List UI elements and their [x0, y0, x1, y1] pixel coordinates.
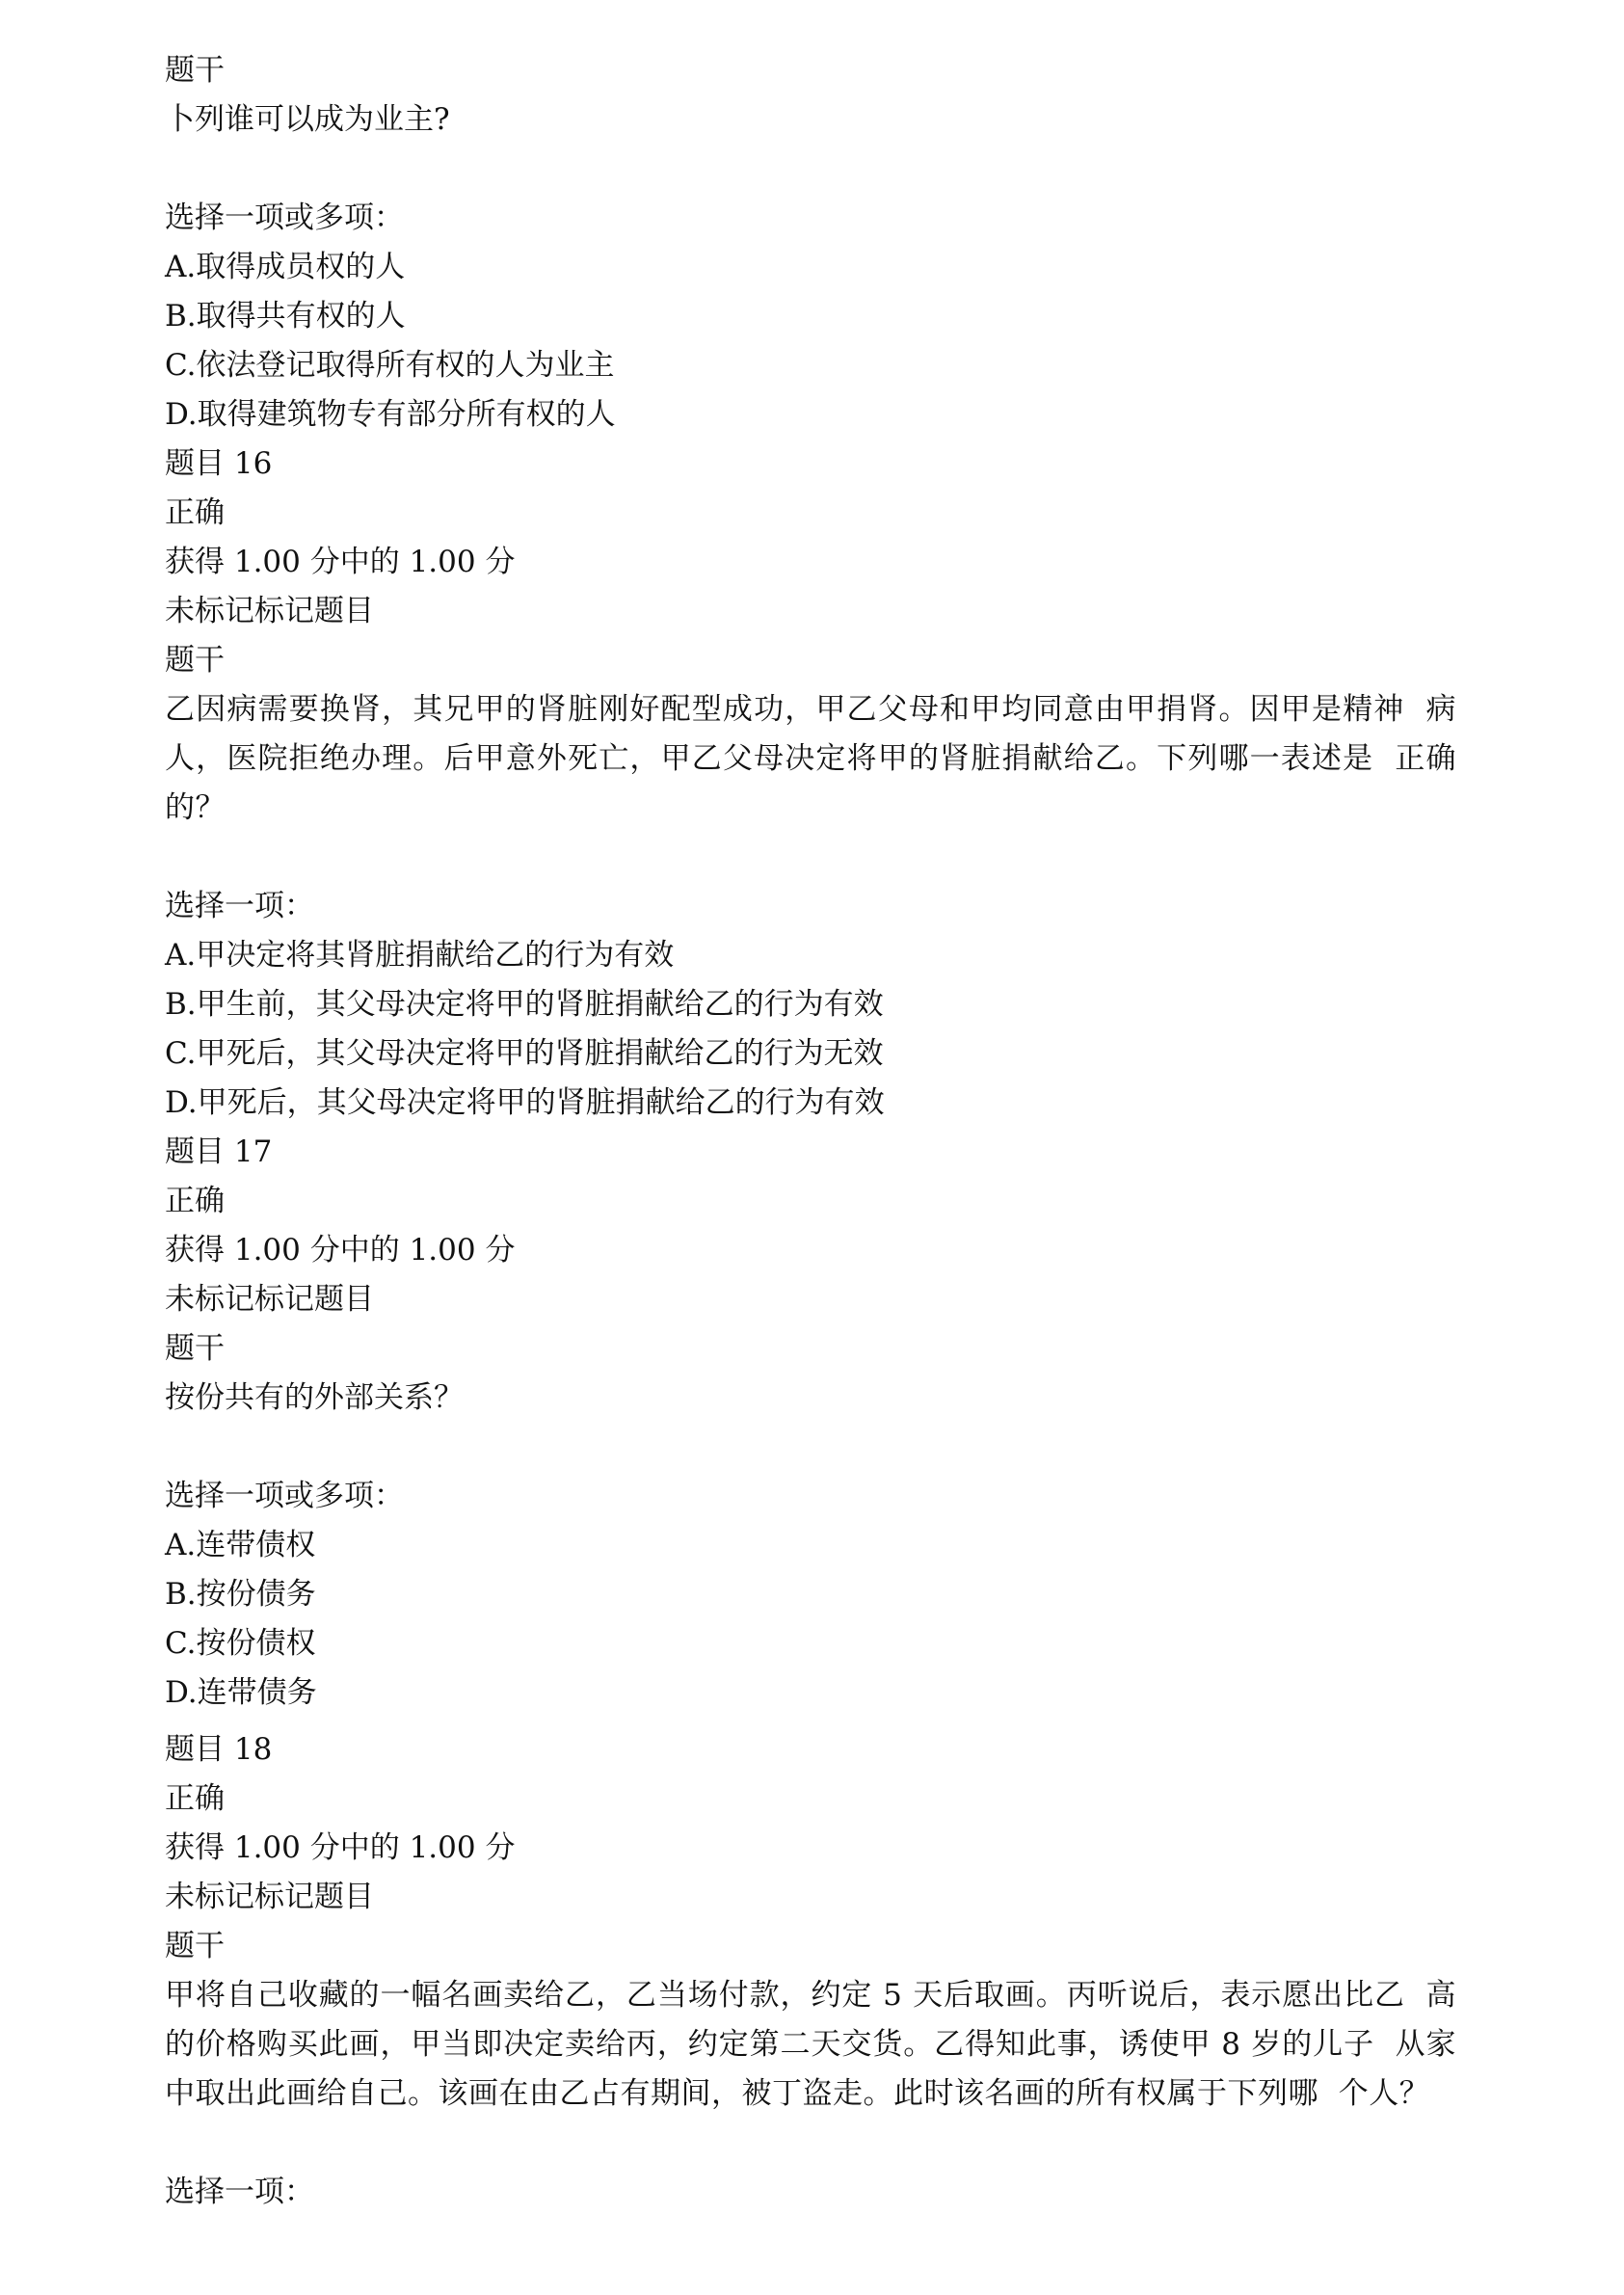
question-score: 获得 1.00 分中的 1.00 分	[165, 1830, 516, 1865]
answer-option-b[interactable]: B.甲生前，其父母决定将甲的肾脏捐献给乙的行为有效	[165, 987, 884, 1022]
question-text: 卜列谁可以成为业主?	[165, 102, 450, 137]
answer-instruction: 选择一项：	[165, 889, 314, 923]
answer-option-c[interactable]: C.依法登记取得所有权的人为业主	[165, 348, 615, 383]
question-score: 获得 1.00 分中的 1.00 分	[165, 545, 516, 579]
answer-option-a[interactable]: A.取得成员权的人	[165, 250, 406, 284]
spacer	[165, 833, 1456, 882]
answer-option-a[interactable]: A.甲决定将其肾脏捐献给乙的行为有效	[165, 938, 675, 973]
answer-option-d[interactable]: D.取得建筑物专有部分所有权的人	[165, 397, 616, 432]
answer-instruction: 选择一项或多项：	[165, 1479, 404, 1513]
flag-question-link[interactable]: 未标记标记题目	[165, 594, 374, 628]
question-score: 获得 1.00 分中的 1.00 分	[165, 1233, 516, 1268]
question-block	[165, 1128, 1456, 1725]
question-status: 正确	[165, 1184, 225, 1218]
answer-option-d[interactable]: D.连带债务	[165, 1675, 317, 1710]
answer-option-c[interactable]: C.甲死后，其父母决定将甲的肾脏捐献给乙的行为无效	[165, 1036, 884, 1071]
stem-label: 题干	[165, 643, 225, 678]
answer-instruction: 选择一项：	[165, 2175, 314, 2209]
question-block	[165, 1725, 1456, 2217]
question-text: 乙因病需要换肾，其兄甲的肾脏刚好配型成功，甲乙父母和甲均同意由甲捐肾。因甲是精神 病人，医院拒绝办理。后甲意外死亡，甲乙父母决定将甲的肾脏捐献给乙。下列哪一表述是 正确的？	[165, 692, 1456, 825]
flag-question-link[interactable]: 未标记标记题目	[165, 1880, 374, 1914]
answer-option-a[interactable]: A.连带债权	[165, 1528, 316, 1562]
stem-label: 题干	[165, 53, 225, 88]
spacer	[165, 145, 1456, 194]
spacer	[165, 2119, 1456, 2168]
answer-option-b[interactable]: B.取得共有权的人	[165, 299, 406, 334]
spacer	[165, 1423, 1456, 1472]
question-block	[165, 46, 1456, 440]
question-text: 甲将自己收藏的一幅名画卖给乙，乙当场付款，约定 5 天后取画。丙听说后，表示愿出比乙 高的价格购买此画，甲当即决定卖给丙，约定第二天交货。乙得知此事，诱使甲 8 岁的儿子 从家中取出此画给自己。该画在由乙占有期间，被丁盗走。此时该名画的所有权属于下列哪 个人？	[165, 1978, 1456, 2111]
answer-option-d[interactable]: D.甲死后，其父母决定将甲的肾脏捐献给乙的行为有效	[165, 1085, 885, 1120]
stem-label: 题干	[165, 1929, 225, 1963]
answer-option-c[interactable]: C.按份债权	[165, 1626, 316, 1661]
spacer	[165, 1718, 1456, 1725]
answer-instruction: 选择一项或多项：	[165, 200, 404, 235]
question-number: 题目 16	[165, 446, 273, 481]
question-block	[165, 440, 1456, 1128]
stem-label: 题干	[165, 1331, 225, 1366]
flag-question-link[interactable]: 未标记标记题目	[165, 1282, 374, 1317]
question-number: 题目 17	[165, 1134, 273, 1169]
question-status: 正确	[165, 495, 225, 530]
question-number: 题目 18	[165, 1732, 273, 1767]
answer-option-b[interactable]: B.按份债务	[165, 1577, 316, 1612]
document-page	[165, 46, 1456, 2217]
question-status: 正确	[165, 1781, 225, 1816]
question-text: 按份共有的外部关系？	[165, 1380, 464, 1415]
